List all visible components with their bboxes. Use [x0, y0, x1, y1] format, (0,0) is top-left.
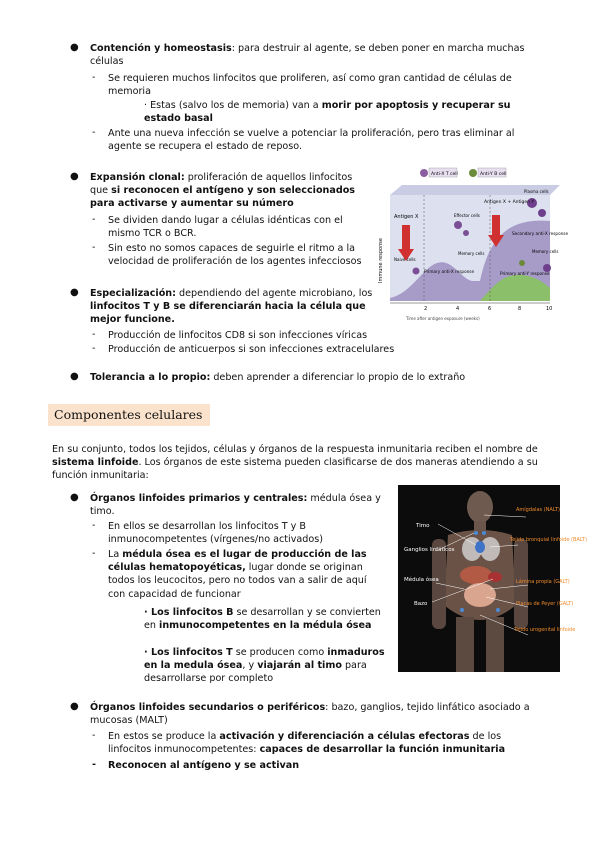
intro-text-1: En su conjunto, todos los tejidos, células y órganos de la respuesta inmunitaria reciben el nombre de [52, 444, 538, 455]
label-ganglios: Ganglios linfáticos [404, 547, 455, 553]
linfocitos-t-bold-2: inmaduros en la medula ósea [144, 647, 385, 672]
contencion-subitem [144, 99, 544, 125]
dash: - [92, 520, 96, 531]
primarios-item-2-bold: médula ósea es el lugar de producción de las células hematopoyéticas, [108, 549, 367, 574]
secundarios-item-1-bold: activación y diferenciación a células efectoras [219, 731, 470, 742]
antigen-xy-arrow [492, 215, 500, 235]
bullet: ● [70, 42, 79, 53]
label-naive: Naive cells [394, 257, 416, 262]
x-tick: 8 [518, 306, 522, 312]
dash: - [92, 242, 96, 253]
expansion-bold: si reconocen el antígeno y son seleccionados para activarse y aumentar su número [90, 185, 356, 210]
contencion-title: Contención y homeostasis [90, 43, 232, 54]
especializacion-bold: linfocitos T y B se diferenciarán hacia la célula que mejor funcione. [90, 301, 366, 326]
lymphoid-organs-figure [398, 485, 587, 672]
expansion-paragraph [90, 171, 372, 211]
secundarios-paragraph [90, 701, 540, 727]
label-primary-y: Primary anti-Y response [500, 271, 550, 276]
especializacion-paragraph [90, 287, 380, 327]
contencion-item-1: Se requieren muchos linfocitos que proliferen, así como gran cantidad de células de memoria [108, 73, 512, 98]
label-memory-cells: Memory cells [532, 249, 559, 254]
label-amigdalas: Amígdalas (NALT) [516, 507, 560, 513]
dash: - [92, 759, 96, 770]
immune-response-figure [372, 163, 569, 325]
linfocitos-b-bold: · Los linfocitos B [144, 607, 234, 618]
thymus [475, 541, 485, 553]
x-axis-caption: Time after antigen exposure (weeks) [406, 316, 480, 321]
linfocitos-b-bold-2: inmunocompetentes en la médula ósea [159, 620, 372, 632]
label-medula: Médula ósea [404, 577, 439, 583]
linfocitos-t-bold-3: viajarán al timo [257, 660, 342, 672]
especializacion-title: Especialización: [90, 288, 176, 299]
secundarios-item-1-text: de los linfocitos inmunocompetentes: [108, 731, 502, 756]
dash: - [92, 329, 96, 340]
linfocitos-t-subitem [144, 646, 390, 686]
linfocitos-b-text: se desarrollan y se convierten en [144, 607, 381, 632]
secundarios-item-1-bold-2: capaces de desarrollar la función inmunitaria [259, 744, 506, 756]
t-cell-legend-icon [420, 169, 428, 177]
section-heading: Componentes celulares [48, 404, 210, 426]
secundarios-item-2: Reconocen al antígeno y se activan [108, 760, 300, 771]
label-plasma: Plasma cells [524, 189, 549, 194]
primarios-item-2 [108, 548, 380, 601]
antigen-x-arrow [402, 225, 410, 249]
intro-paragraph [52, 443, 552, 483]
contencion-subitem-bold: morir por apoptosis y recuperar su estado basal [144, 100, 511, 125]
contencion-item-2: Ante una nueva infección se vuelve a potenciar la proliferación, pero tras eliminar al agente se recupera el estado de reposo. [108, 128, 515, 153]
bullet: ● [70, 492, 79, 503]
label-effector: Effector cells [454, 213, 480, 218]
x-tick: 6 [488, 306, 492, 312]
label-peyer: Placas de Peyer (GALT) [516, 601, 574, 607]
label-timo: Timo [416, 523, 430, 529]
primarios-item-2-post: lugar donde se originan todos los leucocitos, pero no todos van a salir de aquí con capacidad de funcionar [108, 562, 367, 600]
b-cell-legend-icon [469, 169, 477, 177]
dash: - [92, 548, 96, 559]
label-antigen-x: Antigen X [394, 214, 419, 220]
dash: - [92, 730, 96, 741]
expansion-item-2: Sin esto no somos capaces de seguirle el ritmo a la velocidad de proliferación de los agentes infecciosos [108, 243, 362, 268]
tolerancia-paragraph [90, 371, 540, 384]
legend-t-cell: Anti-X T cell [431, 172, 458, 177]
x-tick: 2 [424, 306, 428, 312]
contencion-paragraph [90, 42, 540, 68]
linfocitos-b-subitem [144, 606, 384, 632]
contencion-subitem-text: · Estas (salvo los de memoria) van a [144, 100, 322, 111]
dash: - [92, 127, 96, 138]
linfocitos-t-bold: · Los linfocitos T [144, 647, 233, 658]
x-tick: 4 [456, 306, 460, 312]
x-tick: 10 [546, 306, 553, 312]
linfocitos-t-text-2: , y [242, 660, 258, 672]
bullet: ● [70, 287, 79, 298]
label-balt: Tejido bronquial linfoide (BALT) [510, 537, 587, 543]
dash: - [92, 343, 96, 354]
dash: - [92, 72, 96, 83]
secundarios-text: : bazo, ganglios, tejido linfático asociado a mucosas (MALT) [90, 702, 530, 727]
label-memory: Memory cells [458, 251, 485, 256]
primarios-item-2-pre: La [108, 549, 123, 560]
especializacion-text: dependiendo del agente microbiano, los [175, 288, 373, 299]
spleen [488, 572, 502, 582]
primarios-item-1: En ellos se desarrollan los linfocitos T y B inmunocompetentes (vírgenes/no activados) [108, 521, 323, 546]
linfocitos-t-text: se producen como [232, 647, 328, 658]
especializacion-item-2: Producción de anticuerpos si son infecciones extracelulares [108, 344, 395, 355]
secundarios-item-1-pre: En estos se produce la [108, 731, 220, 742]
intro-bold: sistema linfoide [52, 457, 139, 469]
label-lamina-propia: Lámina propia (GALT) [516, 579, 570, 585]
dash: - [92, 214, 96, 225]
label-secondary: Secondary anti-X response [512, 231, 569, 236]
bullet: ● [70, 701, 79, 712]
primarios-title: Órganos linfoides primarios y centrales: [90, 493, 308, 504]
y-axis-label: Immune response [378, 238, 384, 283]
intro-text-2: . Los órganos de este sistema pueden clasificarse de dos maneras atendiendo a su función inmunitaria: [52, 457, 538, 482]
secundarios-title: Órganos linfoides secundarios o periféricos [90, 702, 326, 713]
expansion-text: proliferación de aquellos linfocitos que [90, 172, 353, 197]
bullet: ● [70, 171, 79, 182]
bullet: ● [70, 371, 79, 382]
tolerancia-text: deben aprender a diferenciar lo propio de lo extraño [210, 372, 466, 383]
label-antigen-xy: Antigen X + Antigen Y [484, 200, 535, 205]
primarios-text: médula ósea y timo. [90, 493, 381, 518]
legend-b-cell: Anti-Y B cell [480, 172, 507, 177]
expansion-title: Expansión clonal: [90, 172, 185, 183]
tolerancia-title: Tolerancia a lo propio: [90, 372, 211, 383]
primarios-paragraph [90, 492, 382, 518]
label-bazo: Bazo [414, 601, 428, 607]
especializacion-item-1: Producción de linfocitos CD8 si son infecciones víricas [108, 330, 368, 341]
secundarios-item-1 [108, 730, 540, 756]
expansion-item-1: Se dividen dando lugar a células idénticas con el mismo TCR o BCR. [108, 215, 343, 240]
label-primary-x: Primary anti-X response [424, 269, 475, 274]
contencion-text: : para destruir al agente, se deben poner en marcha muchas células [90, 43, 525, 68]
label-urogenital: Tejido urogenital linfoide [514, 627, 576, 633]
head [467, 491, 493, 523]
linfocitos-t-text-3: para desarrollarse por completo [144, 660, 367, 685]
